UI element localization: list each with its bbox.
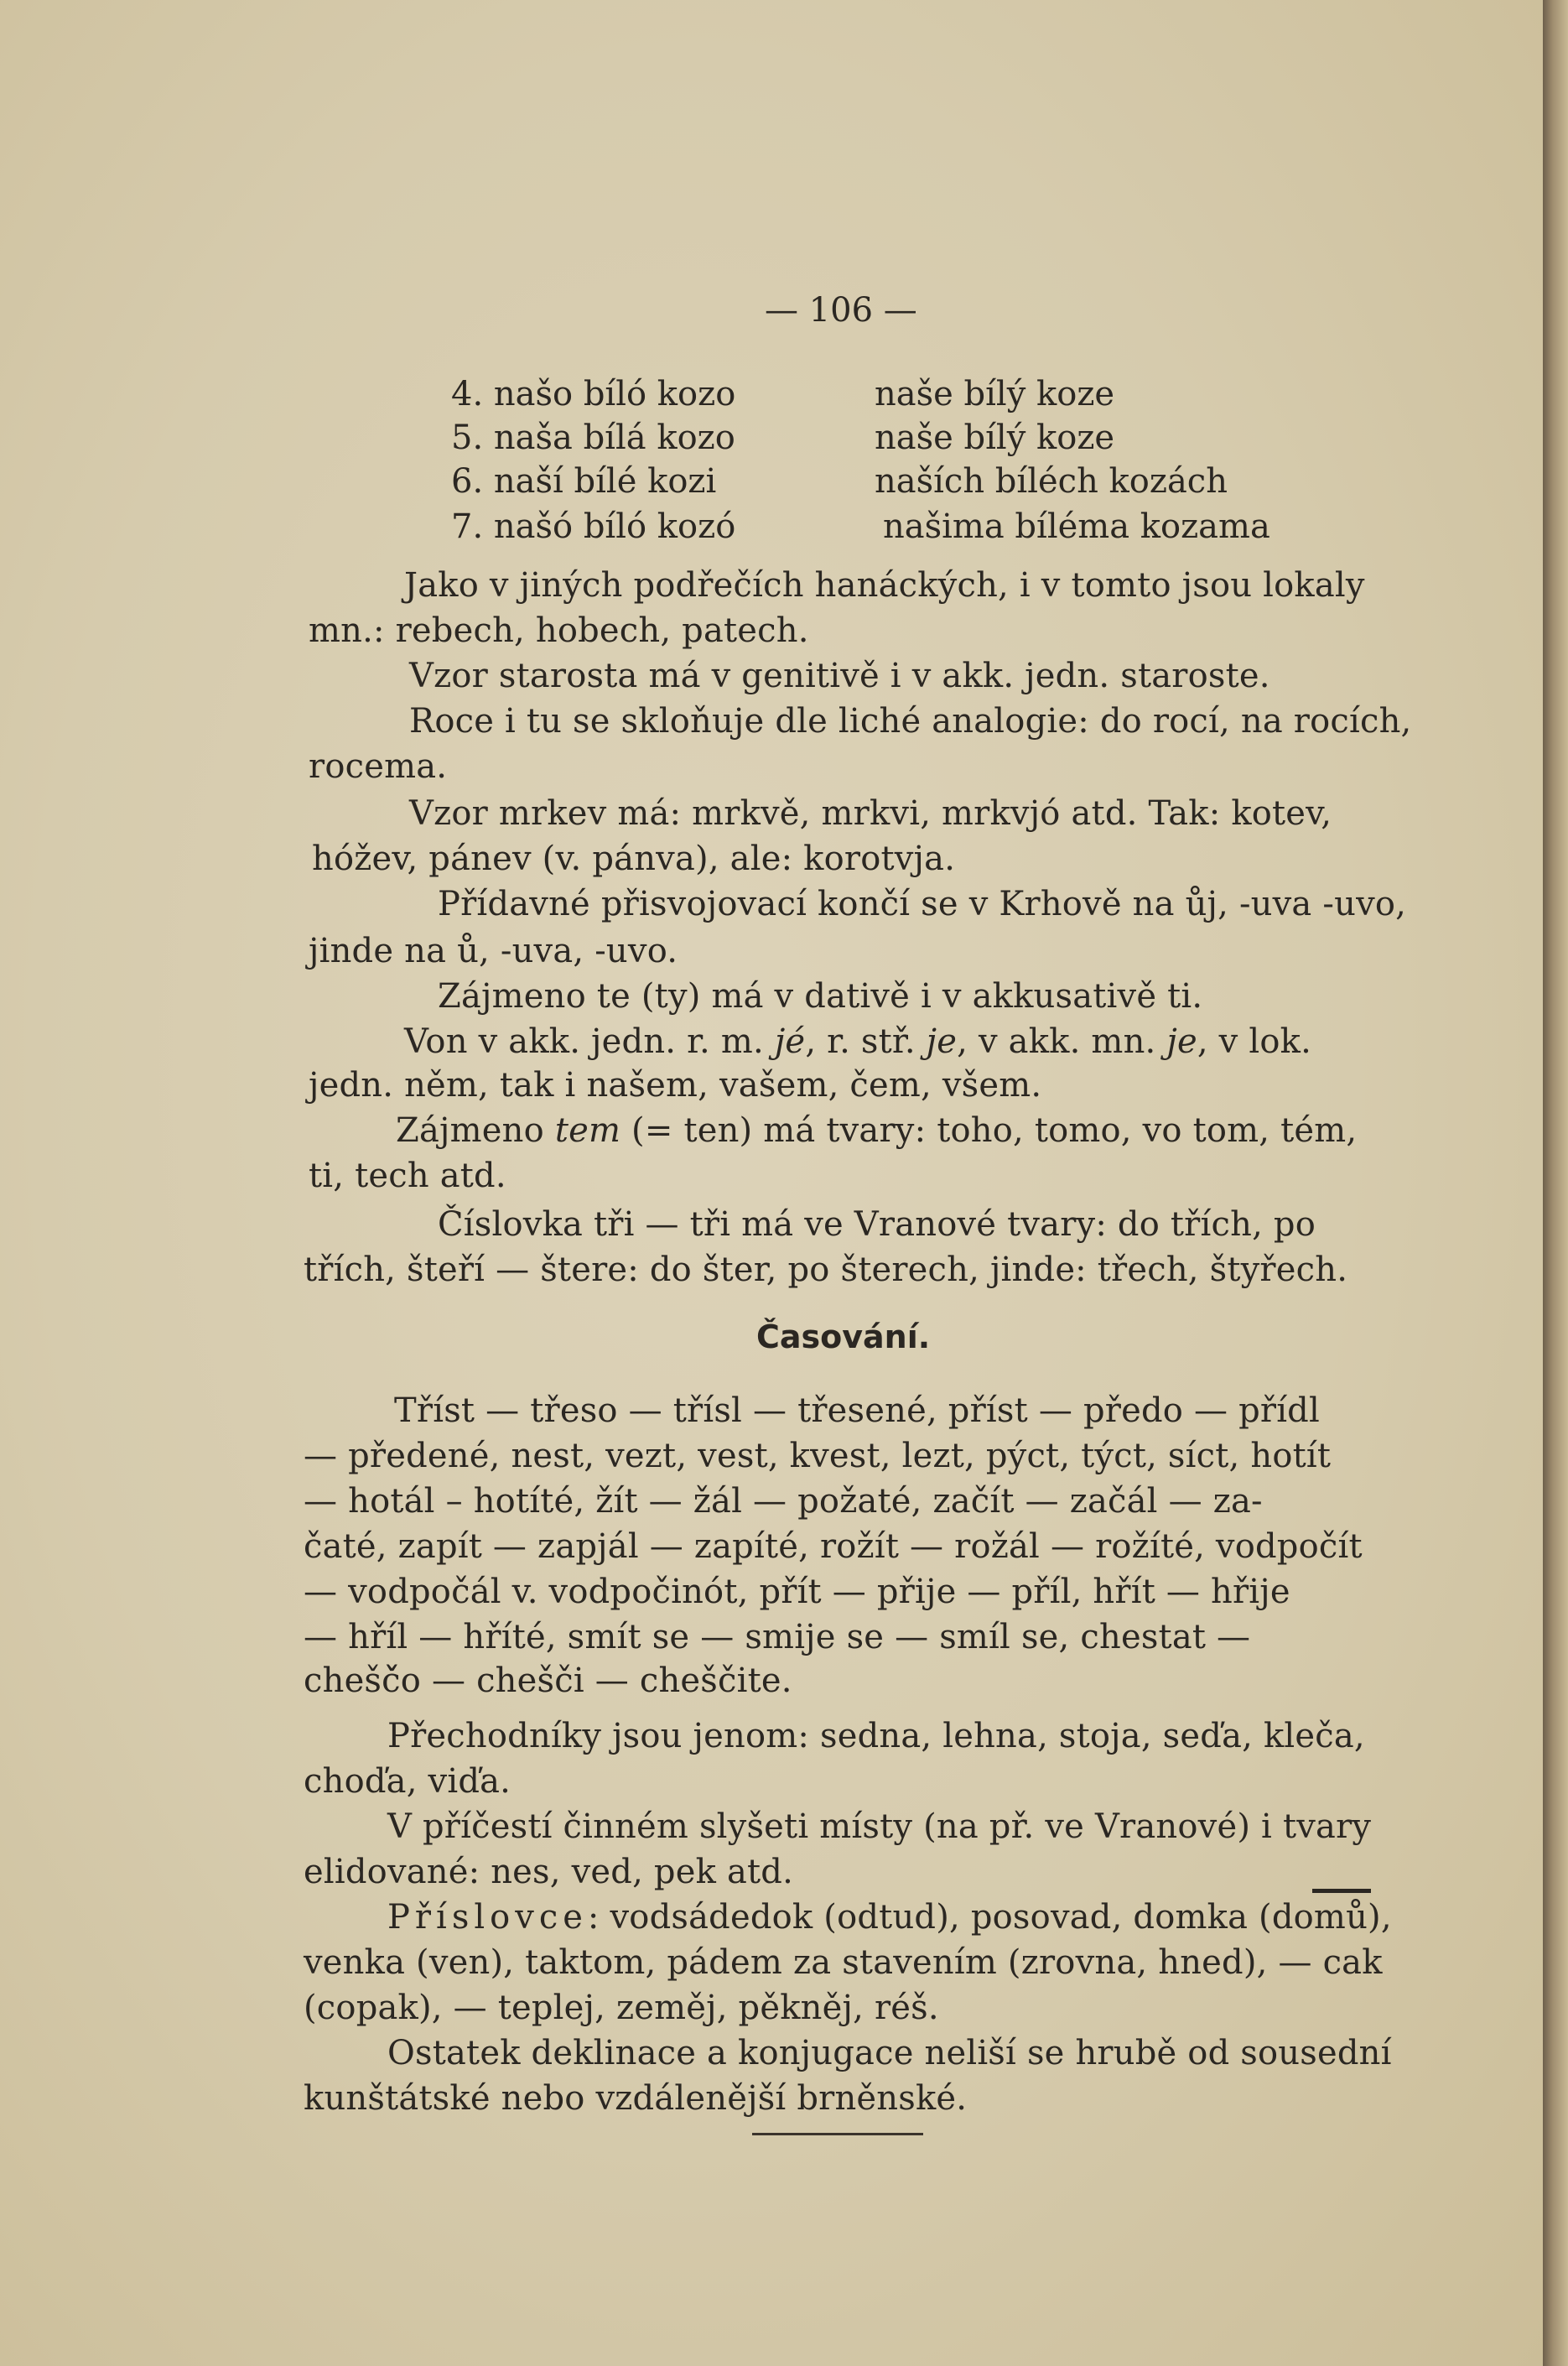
- text-line: choďa, viďa.: [304, 1762, 511, 1801]
- table-right-cell: naše bílý koze: [875, 375, 1115, 413]
- text-line: rocema.: [309, 747, 448, 786]
- text-line: elidované: nes, ved, pek atd.: [304, 1853, 793, 1891]
- text-line: Roce i tu se skloňuje dle liché analogie: do rocí, na rocích,: [409, 702, 1412, 741]
- text-segment: , v lok.: [1197, 1022, 1312, 1061]
- text-line: kunštátské nebo vzdálenější brněnské.: [304, 2079, 968, 2118]
- section-heading: Časování.: [756, 1318, 931, 1355]
- text-line: Jako v jiných podřečích hanáckých, i v tomto jsou lokaly: [404, 566, 1365, 605]
- text-line: čaté, zapít — zapjál — zapíté, rožít — rožál — rožíté, vodpočít: [304, 1527, 1363, 1566]
- italic-word: je: [926, 1022, 958, 1061]
- italic-word: je: [1166, 1022, 1197, 1061]
- text-line: V příčestí činném slyšeti místy (na př. ve Vranové) i tvary: [387, 1807, 1372, 1846]
- overline-mark: [1312, 1889, 1371, 1893]
- table-left-cell: 7. našó bíló kozó: [451, 507, 736, 546]
- page-number: — 106 —: [765, 291, 917, 330]
- text-line: Přechodníky jsou jenom: sedna, lehna, stoja, seďa, kleča,: [387, 1717, 1365, 1755]
- text-segment: Von v akk. jedn. r. m.: [404, 1022, 775, 1061]
- text-segment: , r. stř.: [805, 1022, 927, 1061]
- text-line: [396, 1110, 1357, 1151]
- table-right-cell: naších bíléch kozách: [875, 462, 1228, 501]
- text-line: hóžev, pánev (v. pánva), ale: korotvja.: [312, 840, 956, 878]
- text-line: Ostatek deklinace a konjugace neliší se hrubě od sousední: [387, 2034, 1392, 2072]
- text-line: Přídavné přisvojovací končí se v Krhově na ůj, -uva -uvo,: [438, 885, 1407, 923]
- spaced-word: Příslovce: [387, 1898, 588, 1937]
- table-left-cell: 4. našo bíló kozo: [451, 375, 736, 413]
- text-line: Číslovka tři — tři má ve Vranové tvary: do třích, po: [438, 1205, 1316, 1244]
- text-segment: Zájmeno: [396, 1111, 555, 1150]
- text-line: [387, 1897, 1392, 1937]
- text-line: Tříst — třeso — třísl — třesené, příst — předo — přídl: [394, 1391, 1320, 1430]
- table-left-cell: 6. naší bílé kozi: [451, 462, 717, 501]
- text-line: mn.: rebech, hobech, patech.: [309, 611, 809, 650]
- text-line: [404, 1022, 1311, 1062]
- text-line: venka (ven), taktom, pádem za stavením (zrovna, hned), — cak: [304, 1943, 1383, 1982]
- text-line: Vzor starosta má v genitivě i v akk. jedn. staroste.: [409, 657, 1270, 695]
- italic-word: jé: [774, 1022, 806, 1061]
- text-line: Vzor mrkev má: mrkvě, mrkvi, mrkvjó atd. Tak: kotev,: [409, 794, 1332, 833]
- italic-word: tem: [554, 1111, 621, 1150]
- table-left-cell: 5. naša bílá kozo: [451, 419, 735, 457]
- text-line: — hotál – hotíté, žít — žál — požaté, začít — začál — za-: [304, 1482, 1263, 1521]
- text-line: jinde na ů, -uva, -uvo.: [309, 932, 678, 970]
- text-line: — hříl — hříté, smít se — smije se — smíl se, chestat —: [304, 1618, 1251, 1656]
- text-line: (copak), — teplej, zeměj, pěkněj, réš.: [304, 1989, 939, 2027]
- text-segment: , v akk. mn.: [957, 1022, 1167, 1061]
- text-segment: (= ten) má tvary: toho, tomo, vo tom, tém,: [620, 1111, 1358, 1150]
- text-line: — předené, nest, vezt, vest, kvest, lezt, pýct, týct, síct, hotít: [304, 1437, 1332, 1475]
- text-line: třích, šteří — štere: do šter, po šterech, jinde: třech, štyřech.: [304, 1251, 1348, 1289]
- text-line: ti, tech atd.: [309, 1157, 506, 1195]
- table-right-cell: našima bíléma kozama: [883, 507, 1270, 546]
- end-rule: [752, 2133, 923, 2135]
- text-line: — vodpočál v. vodpočinót, přít — přije — příl, hřít — hřije: [304, 1573, 1290, 1611]
- text-line: chešč̌o — chešči — cheščite.: [304, 1661, 792, 1700]
- table-right-cell: naše bílý koze: [875, 419, 1115, 457]
- text-line: Zájmeno te (ty) má v dativě i v akkusativě ti.: [438, 977, 1203, 1016]
- text-line: jedn. něm, tak i našem, vašem, čem, všem.: [309, 1066, 1042, 1105]
- text-segment: : vodsádedok (odtud), posovad, domka (domů),: [587, 1898, 1392, 1937]
